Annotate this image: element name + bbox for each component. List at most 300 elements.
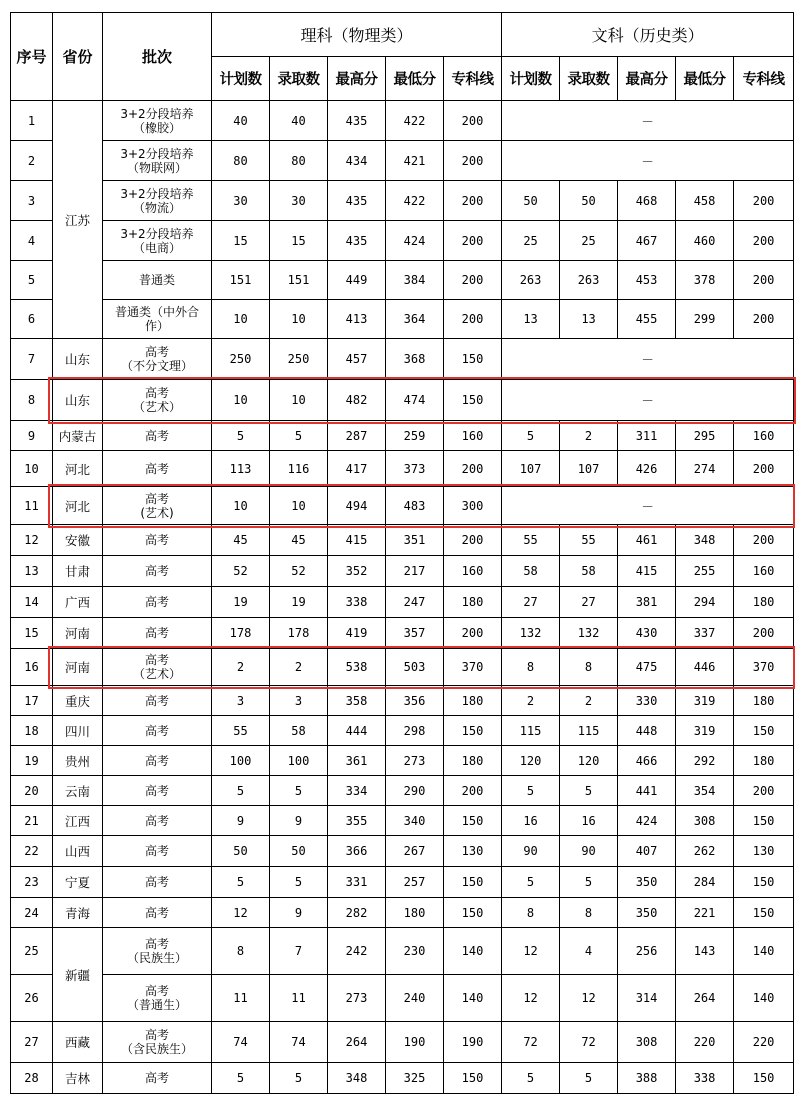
science-value: 250 bbox=[212, 339, 270, 380]
science-value: 338 bbox=[328, 587, 386, 618]
science-value: 325 bbox=[386, 1063, 444, 1094]
arts-value: 314 bbox=[618, 975, 676, 1022]
province-cell: 新疆 bbox=[53, 928, 103, 1022]
science-value: 140 bbox=[444, 975, 502, 1022]
science-value: 50 bbox=[212, 836, 270, 867]
arts-value: 415 bbox=[618, 556, 676, 587]
arts-value: 255 bbox=[676, 556, 734, 587]
science-value: 444 bbox=[328, 716, 386, 746]
arts-value: 2 bbox=[502, 686, 560, 716]
seq-cell: 27 bbox=[11, 1022, 53, 1063]
table-row bbox=[11, 836, 794, 867]
arts-value: 2 bbox=[560, 686, 618, 716]
science-value: 422 bbox=[386, 101, 444, 141]
science-value: 10 bbox=[212, 380, 270, 421]
science-value: 5 bbox=[270, 1063, 328, 1094]
science-value: 415 bbox=[328, 525, 386, 556]
arts-value: 8 bbox=[502, 898, 560, 928]
batch-line: 高考 bbox=[144, 783, 169, 798]
arts-value: 430 bbox=[618, 618, 676, 649]
header-col: 最低分 bbox=[676, 57, 734, 101]
batch-line: 3+2分段培养 bbox=[120, 106, 194, 121]
header-col: 最低分 bbox=[386, 57, 444, 101]
science-value: 160 bbox=[444, 421, 502, 451]
science-value: 40 bbox=[270, 101, 328, 141]
header-science-group: 理科（物理类） bbox=[212, 13, 502, 57]
science-value: 5 bbox=[270, 867, 328, 898]
batch-line: 高考 bbox=[144, 428, 169, 443]
science-value: 352 bbox=[328, 556, 386, 587]
province-cell: 山西 bbox=[53, 836, 103, 867]
table-row bbox=[11, 898, 794, 928]
science-value: 230 bbox=[386, 928, 444, 975]
batch-line: 高考 bbox=[144, 653, 169, 667]
seq-cell: 6 bbox=[11, 300, 53, 339]
batch-note: （普通生） bbox=[126, 998, 187, 1012]
science-value: 351 bbox=[386, 525, 444, 556]
arts-value: 58 bbox=[560, 556, 618, 587]
arts-value: 120 bbox=[502, 746, 560, 776]
header-col: 录取数 bbox=[270, 57, 328, 101]
science-value: 419 bbox=[328, 618, 386, 649]
arts-value: 200 bbox=[734, 776, 794, 806]
province-cell: 四川 bbox=[53, 716, 103, 746]
arts-value: 200 bbox=[734, 525, 794, 556]
arts-value: 132 bbox=[560, 618, 618, 649]
arts-value: 27 bbox=[502, 587, 560, 618]
arts-value: 381 bbox=[618, 587, 676, 618]
science-value: 9 bbox=[270, 806, 328, 836]
arts-value: 294 bbox=[676, 587, 734, 618]
arts-value: 16 bbox=[560, 806, 618, 836]
batch-line: 高考 bbox=[144, 984, 169, 998]
arts-value: 140 bbox=[734, 928, 794, 975]
science-value: 373 bbox=[386, 451, 444, 487]
science-value: 190 bbox=[444, 1022, 502, 1063]
table-row bbox=[11, 261, 794, 300]
arts-value: 295 bbox=[676, 421, 734, 451]
science-value: 417 bbox=[328, 451, 386, 487]
arts-value: 150 bbox=[734, 867, 794, 898]
batch-cell bbox=[103, 556, 212, 587]
batch-cell bbox=[103, 806, 212, 836]
batch-cell bbox=[103, 221, 212, 261]
arts-value: 8 bbox=[502, 649, 560, 686]
science-value: 264 bbox=[328, 1022, 386, 1063]
province-cell: 西藏 bbox=[53, 1022, 103, 1063]
table-row bbox=[11, 587, 794, 618]
seq-cell: 23 bbox=[11, 867, 53, 898]
batch-note: （艺术） bbox=[132, 400, 181, 414]
science-value: 200 bbox=[444, 776, 502, 806]
science-value: 9 bbox=[270, 898, 328, 928]
arts-value: 2 bbox=[560, 421, 618, 451]
table-row bbox=[11, 928, 794, 975]
arts-value: 50 bbox=[560, 181, 618, 221]
arts-value: 424 bbox=[618, 806, 676, 836]
science-value: 355 bbox=[328, 806, 386, 836]
arts-value: 150 bbox=[734, 898, 794, 928]
seq-cell: 21 bbox=[11, 806, 53, 836]
arts-value: 299 bbox=[676, 300, 734, 339]
arts-value: 453 bbox=[618, 261, 676, 300]
science-value: 116 bbox=[270, 451, 328, 487]
science-value: 384 bbox=[386, 261, 444, 300]
arts-value: 16 bbox=[502, 806, 560, 836]
arts-value: 107 bbox=[502, 451, 560, 487]
table-row bbox=[11, 525, 794, 556]
admission-table bbox=[10, 12, 794, 1094]
science-value: 113 bbox=[212, 451, 270, 487]
science-value: 240 bbox=[386, 975, 444, 1022]
batch-cell bbox=[103, 451, 212, 487]
science-value: 178 bbox=[212, 618, 270, 649]
science-value: 435 bbox=[328, 221, 386, 261]
batch-line: 高考 bbox=[144, 533, 169, 547]
science-value: 424 bbox=[386, 221, 444, 261]
arts-value: 426 bbox=[618, 451, 676, 487]
table-row bbox=[11, 421, 794, 451]
batch-cell bbox=[103, 300, 212, 339]
batch-cell bbox=[103, 867, 212, 898]
arts-value: 455 bbox=[618, 300, 676, 339]
province-cell: 宁夏 bbox=[53, 867, 103, 898]
science-value: 361 bbox=[328, 746, 386, 776]
batch-line: 高考 bbox=[144, 813, 169, 828]
arts-value: 12 bbox=[560, 975, 618, 1022]
table-row bbox=[11, 339, 794, 380]
arts-value: 8 bbox=[560, 898, 618, 928]
header-col: 计划数 bbox=[212, 57, 270, 101]
arts-value: 55 bbox=[502, 525, 560, 556]
science-value: 250 bbox=[270, 339, 328, 380]
science-value: 50 bbox=[270, 836, 328, 867]
science-value: 217 bbox=[386, 556, 444, 587]
batch-line: 高考 bbox=[144, 723, 169, 738]
arts-value: 55 bbox=[560, 525, 618, 556]
science-value: 180 bbox=[444, 587, 502, 618]
header-seq: 序号 bbox=[11, 13, 53, 101]
batch-note: （物流） bbox=[132, 200, 181, 215]
science-value: 257 bbox=[386, 867, 444, 898]
science-value: 474 bbox=[386, 380, 444, 421]
science-value: 483 bbox=[386, 487, 444, 525]
batch-line: 3+2分段培养 bbox=[120, 226, 194, 241]
arts-value: 13 bbox=[502, 300, 560, 339]
arts-value: 5 bbox=[560, 776, 618, 806]
table-row bbox=[11, 649, 794, 686]
table-row bbox=[11, 101, 794, 141]
science-value: 150 bbox=[444, 806, 502, 836]
batch-line: 高考 bbox=[144, 844, 169, 858]
arts-value: 180 bbox=[734, 587, 794, 618]
table-row bbox=[11, 686, 794, 716]
arts-value: 378 bbox=[676, 261, 734, 300]
arts-value: 50 bbox=[502, 181, 560, 221]
arts-value: 115 bbox=[560, 716, 618, 746]
table-row bbox=[11, 300, 794, 339]
science-value: 150 bbox=[444, 1063, 502, 1094]
science-value: 3 bbox=[270, 686, 328, 716]
arts-value: 160 bbox=[734, 421, 794, 451]
batch-line: 普通类（中外合 bbox=[114, 305, 199, 319]
batch-cell bbox=[103, 776, 212, 806]
seq-cell: 13 bbox=[11, 556, 53, 587]
batch-cell bbox=[103, 618, 212, 649]
arts-value: 8 bbox=[560, 649, 618, 686]
science-value: 11 bbox=[270, 975, 328, 1022]
province-cell: 云南 bbox=[53, 776, 103, 806]
science-value: 80 bbox=[270, 141, 328, 181]
arts-value: 132 bbox=[502, 618, 560, 649]
science-value: 457 bbox=[328, 339, 386, 380]
arts-value: 274 bbox=[676, 451, 734, 487]
arts-value: 468 bbox=[618, 181, 676, 221]
batch-line: 高考 bbox=[144, 345, 169, 359]
header-col: 专科线 bbox=[734, 57, 794, 101]
science-value: 200 bbox=[444, 261, 502, 300]
arts-value: 25 bbox=[560, 221, 618, 261]
arts-value: 200 bbox=[734, 451, 794, 487]
science-value: 30 bbox=[270, 181, 328, 221]
batch-line: 高考 bbox=[144, 626, 169, 640]
arts-value: 12 bbox=[502, 928, 560, 975]
table-row bbox=[11, 556, 794, 587]
science-value: 5 bbox=[212, 421, 270, 451]
science-value: 449 bbox=[328, 261, 386, 300]
arts-value: 466 bbox=[618, 746, 676, 776]
arts-value: 107 bbox=[560, 451, 618, 487]
arts-dash: － bbox=[502, 339, 794, 380]
province-cell: 山东 bbox=[53, 380, 103, 421]
science-value: 267 bbox=[386, 836, 444, 867]
science-value: 150 bbox=[444, 898, 502, 928]
science-value: 151 bbox=[212, 261, 270, 300]
batch-cell bbox=[103, 380, 212, 421]
arts-value: 5 bbox=[502, 1063, 560, 1094]
arts-value: 200 bbox=[734, 300, 794, 339]
arts-dash: － bbox=[502, 487, 794, 525]
seq-cell: 9 bbox=[11, 421, 53, 451]
batch-cell bbox=[103, 649, 212, 686]
province-cell: 河北 bbox=[53, 487, 103, 525]
arts-value: 319 bbox=[676, 686, 734, 716]
province-cell: 甘肃 bbox=[53, 556, 103, 587]
seq-cell: 24 bbox=[11, 898, 53, 928]
science-value: 538 bbox=[328, 649, 386, 686]
arts-value: 200 bbox=[734, 261, 794, 300]
province-cell: 江苏 bbox=[53, 101, 103, 339]
batch-cell bbox=[103, 587, 212, 618]
batch-note: （民族生） bbox=[126, 951, 187, 965]
arts-value: 120 bbox=[560, 746, 618, 776]
seq-cell: 12 bbox=[11, 525, 53, 556]
science-value: 130 bbox=[444, 836, 502, 867]
arts-value: 441 bbox=[618, 776, 676, 806]
batch-line: 高考 bbox=[144, 875, 169, 889]
seq-cell: 15 bbox=[11, 618, 53, 649]
science-value: 300 bbox=[444, 487, 502, 525]
science-value: 242 bbox=[328, 928, 386, 975]
science-value: 2 bbox=[212, 649, 270, 686]
science-value: 259 bbox=[386, 421, 444, 451]
arts-value: 58 bbox=[502, 556, 560, 587]
arts-value: 350 bbox=[618, 898, 676, 928]
arts-value: 72 bbox=[560, 1022, 618, 1063]
science-value: 45 bbox=[212, 525, 270, 556]
science-value: 180 bbox=[444, 746, 502, 776]
science-value: 503 bbox=[386, 649, 444, 686]
science-value: 150 bbox=[444, 867, 502, 898]
batch-line: 高考 bbox=[144, 491, 169, 506]
seq-cell: 2 bbox=[11, 141, 53, 181]
science-value: 100 bbox=[212, 746, 270, 776]
seq-cell: 16 bbox=[11, 649, 53, 686]
arts-value: 348 bbox=[676, 525, 734, 556]
arts-value: 220 bbox=[734, 1022, 794, 1063]
batch-cell bbox=[103, 716, 212, 746]
seq-cell: 8 bbox=[11, 380, 53, 421]
batch-line: 高考 bbox=[144, 905, 169, 920]
science-value: 200 bbox=[444, 618, 502, 649]
science-value: 200 bbox=[444, 451, 502, 487]
science-value: 160 bbox=[444, 556, 502, 587]
science-value: 5 bbox=[212, 867, 270, 898]
batch-note: (艺术) bbox=[140, 505, 174, 520]
science-value: 52 bbox=[212, 556, 270, 587]
arts-value: 256 bbox=[618, 928, 676, 975]
arts-value: 458 bbox=[676, 181, 734, 221]
arts-value: 200 bbox=[734, 181, 794, 221]
science-value: 290 bbox=[386, 776, 444, 806]
science-value: 368 bbox=[386, 339, 444, 380]
science-value: 7 bbox=[270, 928, 328, 975]
province-cell: 青海 bbox=[53, 898, 103, 928]
science-value: 11 bbox=[212, 975, 270, 1022]
arts-value: 319 bbox=[676, 716, 734, 746]
science-value: 150 bbox=[444, 339, 502, 380]
batch-cell bbox=[103, 746, 212, 776]
batch-cell bbox=[103, 141, 212, 181]
arts-value: 5 bbox=[560, 867, 618, 898]
province-cell: 安徽 bbox=[53, 525, 103, 556]
batch-line: 3+2分段培养 bbox=[120, 146, 194, 161]
province-cell: 吉林 bbox=[53, 1063, 103, 1094]
seq-cell: 26 bbox=[11, 975, 53, 1022]
science-value: 15 bbox=[270, 221, 328, 261]
arts-value: 5 bbox=[502, 421, 560, 451]
science-value: 494 bbox=[328, 487, 386, 525]
header-col: 最高分 bbox=[618, 57, 676, 101]
arts-value: 311 bbox=[618, 421, 676, 451]
arts-value: 150 bbox=[734, 806, 794, 836]
science-value: 180 bbox=[444, 686, 502, 716]
batch-cell bbox=[103, 898, 212, 928]
seq-cell: 20 bbox=[11, 776, 53, 806]
batch-cell bbox=[103, 975, 212, 1022]
science-value: 482 bbox=[328, 380, 386, 421]
arts-value: 5 bbox=[560, 1063, 618, 1094]
seq-cell: 1 bbox=[11, 101, 53, 141]
header-col: 专科线 bbox=[444, 57, 502, 101]
science-value: 10 bbox=[270, 487, 328, 525]
batch-cell bbox=[103, 1063, 212, 1094]
table-row bbox=[11, 141, 794, 181]
arts-value: 292 bbox=[676, 746, 734, 776]
batch-line: 高考 bbox=[144, 595, 169, 609]
science-value: 435 bbox=[328, 181, 386, 221]
arts-value: 180 bbox=[734, 746, 794, 776]
batch-cell bbox=[103, 101, 212, 141]
science-value: 348 bbox=[328, 1063, 386, 1094]
arts-value: 308 bbox=[676, 806, 734, 836]
header-col: 最高分 bbox=[328, 57, 386, 101]
science-value: 3 bbox=[212, 686, 270, 716]
science-value: 200 bbox=[444, 141, 502, 181]
arts-value: 12 bbox=[502, 975, 560, 1022]
batch-cell bbox=[103, 421, 212, 451]
science-value: 9 bbox=[212, 806, 270, 836]
arts-value: 460 bbox=[676, 221, 734, 261]
science-value: 200 bbox=[444, 101, 502, 141]
table-row bbox=[11, 487, 794, 525]
science-value: 55 bbox=[212, 716, 270, 746]
batch-line: 高考 bbox=[144, 1071, 169, 1085]
science-value: 74 bbox=[212, 1022, 270, 1063]
science-value: 200 bbox=[444, 221, 502, 261]
seq-cell: 17 bbox=[11, 686, 53, 716]
science-value: 15 bbox=[212, 221, 270, 261]
science-value: 30 bbox=[212, 181, 270, 221]
science-value: 80 bbox=[212, 141, 270, 181]
science-value: 140 bbox=[444, 928, 502, 975]
seq-cell: 4 bbox=[11, 221, 53, 261]
province-cell: 内蒙古 bbox=[53, 421, 103, 451]
batch-cell bbox=[103, 487, 212, 525]
science-value: 150 bbox=[444, 716, 502, 746]
science-value: 190 bbox=[386, 1022, 444, 1063]
arts-value: 263 bbox=[560, 261, 618, 300]
seq-cell: 5 bbox=[11, 261, 53, 300]
batch-cell bbox=[103, 525, 212, 556]
table-body bbox=[11, 101, 794, 1094]
science-value: 247 bbox=[386, 587, 444, 618]
science-value: 19 bbox=[212, 587, 270, 618]
science-value: 74 bbox=[270, 1022, 328, 1063]
seq-cell: 11 bbox=[11, 487, 53, 525]
batch-note: （艺术） bbox=[132, 667, 181, 681]
arts-value: 5 bbox=[502, 776, 560, 806]
arts-value: 461 bbox=[618, 525, 676, 556]
science-value: 287 bbox=[328, 421, 386, 451]
header-col: 录取数 bbox=[560, 57, 618, 101]
province-cell: 广西 bbox=[53, 587, 103, 618]
science-value: 340 bbox=[386, 806, 444, 836]
science-value: 10 bbox=[270, 300, 328, 339]
table-row bbox=[11, 181, 794, 221]
arts-dash: － bbox=[502, 101, 794, 141]
province-cell: 贵州 bbox=[53, 746, 103, 776]
arts-value: 338 bbox=[676, 1063, 734, 1094]
arts-value: 337 bbox=[676, 618, 734, 649]
arts-value: 200 bbox=[734, 221, 794, 261]
arts-value: 262 bbox=[676, 836, 734, 867]
arts-value: 150 bbox=[734, 1063, 794, 1094]
arts-dash: － bbox=[502, 141, 794, 181]
science-value: 364 bbox=[386, 300, 444, 339]
seq-cell: 14 bbox=[11, 587, 53, 618]
arts-value: 4 bbox=[560, 928, 618, 975]
